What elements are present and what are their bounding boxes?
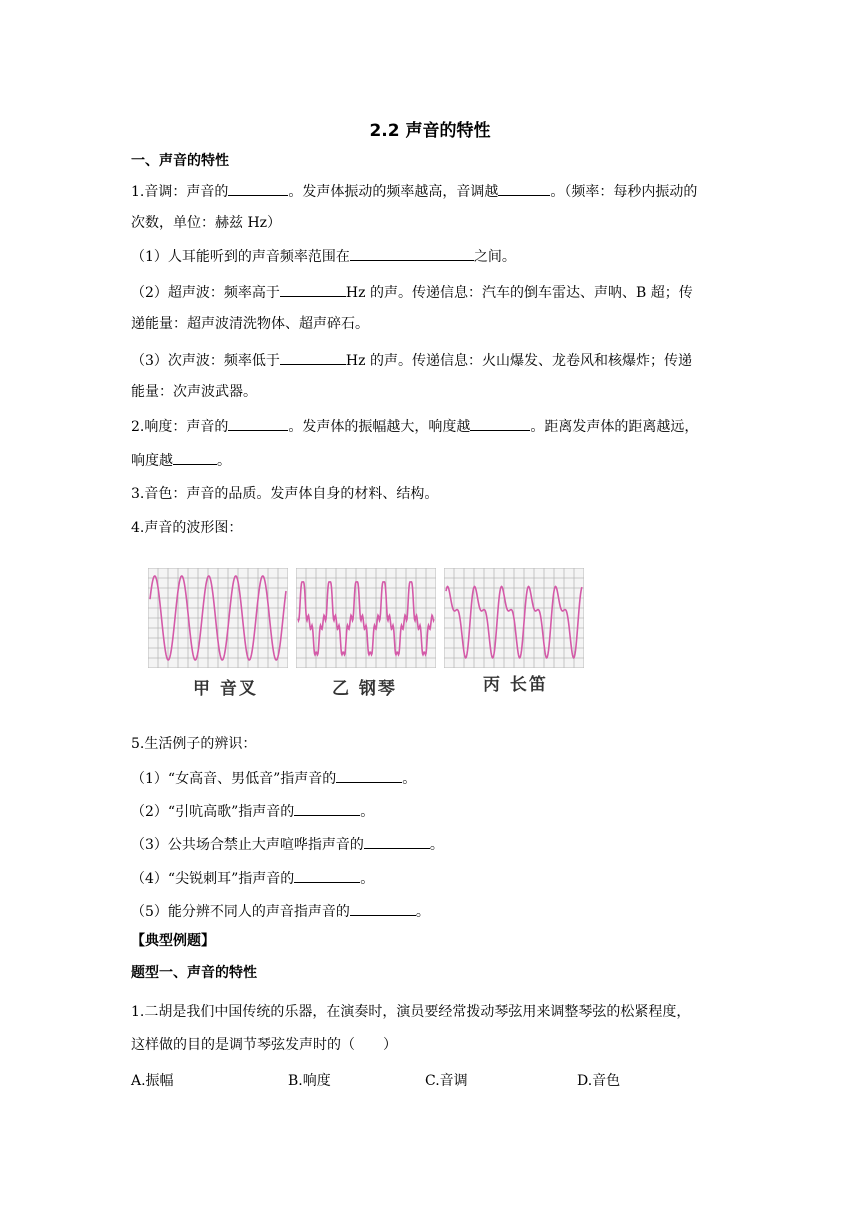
answer-blank[interactable] <box>228 181 288 196</box>
item2-text-d: 响度越 <box>131 453 173 469</box>
item1-line2: 次数，单位：赫兹 Hz） <box>131 215 282 231</box>
example-end: 。 <box>415 904 430 920</box>
question-stem-line2: 这样做的目的是调节琴弦发声时的（ ） <box>131 1037 397 1053</box>
item3-line: 3.音色：声音的品质。发声体自身的材料、结构。 <box>131 486 439 502</box>
waveform-tuning-fork <box>148 568 288 672</box>
example-text: （5）能分辨不同人的声音指声音的 <box>131 904 350 920</box>
item2-text-a: 2.响度：声音的 <box>131 419 229 435</box>
item1-line1 <box>131 181 729 202</box>
waveform-graph <box>444 568 584 668</box>
example-item <box>131 834 444 855</box>
waveform-figure <box>148 568 584 702</box>
question-stem-line1: 1.二胡是我们中国传统的乐器，在演奏时，演员要经常拨动琴弦用来调整琴弦的松紧程度， <box>131 1004 691 1020</box>
item1-text-c: 。（频率：每秒内振动的 <box>550 184 698 200</box>
example-end: 。 <box>360 804 375 820</box>
item4-line: 4.声音的波形图： <box>131 520 243 536</box>
item1-2-text-a: （2）超声波：频率高于 <box>131 285 280 301</box>
answer-blank[interactable] <box>350 246 474 261</box>
example-end: 。 <box>360 871 375 887</box>
item2-line1 <box>131 416 698 437</box>
item1-3-text-b: Hz 的声。传递信息：火山爆发、龙卷风和核爆炸；传递 <box>345 353 692 369</box>
item1-3-line2: 能量：次声波武器。 <box>131 384 257 400</box>
answer-blank[interactable] <box>336 768 402 783</box>
example-end: 。 <box>429 837 444 853</box>
answer-blank[interactable] <box>364 834 430 849</box>
item1-2-text-b: Hz 的声。传递信息：汽车的倒车雷达、声呐、B 超；传 <box>345 285 693 301</box>
answer-blank[interactable] <box>173 450 217 465</box>
item1-2-line2: 递能量：超声波清洗物体、超声碎石。 <box>131 316 369 332</box>
example-item <box>131 801 374 822</box>
question-type-heading: 题型一、声音的特性 <box>131 965 257 981</box>
answer-blank[interactable] <box>498 181 550 196</box>
item1-text-a: 1.音调：声音的 <box>131 184 229 200</box>
option-d[interactable]: D.音色 <box>577 1073 621 1089</box>
example-item <box>131 901 430 922</box>
example-item <box>131 768 416 789</box>
typical-examples-heading: 【典型例题】 <box>131 933 215 949</box>
item5-line: 5.生活例子的辨识： <box>131 736 257 752</box>
item2-text-c: 。距离发声体的距离越远， <box>530 419 699 435</box>
answer-blank[interactable] <box>470 416 530 431</box>
waveform-label: 乙 钢琴 <box>332 679 397 699</box>
example-text: （4）“尖锐刺耳”指声音的 <box>131 871 295 887</box>
waveform-graph <box>296 568 436 668</box>
example-end: 。 <box>402 771 417 787</box>
item1-2-line1 <box>131 282 693 303</box>
item2-text-e: 。 <box>217 453 231 469</box>
answer-blank[interactable] <box>294 801 360 816</box>
option-c[interactable]: C.音调 <box>425 1073 468 1089</box>
example-item <box>131 868 374 889</box>
example-text: （2）“引吭高歌”指声音的 <box>131 804 295 820</box>
item1-3-line1 <box>131 350 692 371</box>
example-text: （1）“女高音、男低音”指声音的 <box>131 771 337 787</box>
item2-line2 <box>131 450 231 471</box>
waveform-piano <box>296 568 436 672</box>
section-heading: 一、声音的特性 <box>131 153 229 169</box>
answer-blank[interactable] <box>294 868 360 883</box>
answer-blank[interactable] <box>280 282 346 297</box>
answer-blank[interactable] <box>280 350 346 365</box>
item1-1-text-b: 之间。 <box>473 249 516 265</box>
page-title: 2.2 声音的特性 <box>369 121 491 141</box>
waveform-label: 甲 音叉 <box>193 679 258 699</box>
waveform-graph <box>148 568 288 668</box>
item1-text-b: 。发声体振动的频率越高，音调越 <box>288 184 499 200</box>
waveform-label: 丙 长笛 <box>483 675 548 695</box>
option-b[interactable]: B.响度 <box>288 1073 331 1089</box>
answer-blank[interactable] <box>350 901 416 916</box>
option-a[interactable]: A.振幅 <box>131 1073 174 1089</box>
item1-3-text-a: （3）次声波：频率低于 <box>131 353 280 369</box>
item1-1-text-a: （1）人耳能听到的声音频率范围在 <box>131 249 350 265</box>
item1-1-line <box>131 246 516 267</box>
answer-blank[interactable] <box>228 416 288 431</box>
example-text: （3）公共场合禁止大声喧哗指声音的 <box>131 837 364 853</box>
item2-text-b: 。发声体的振幅越大，响度越 <box>288 419 471 435</box>
waveform-flute <box>444 568 584 672</box>
